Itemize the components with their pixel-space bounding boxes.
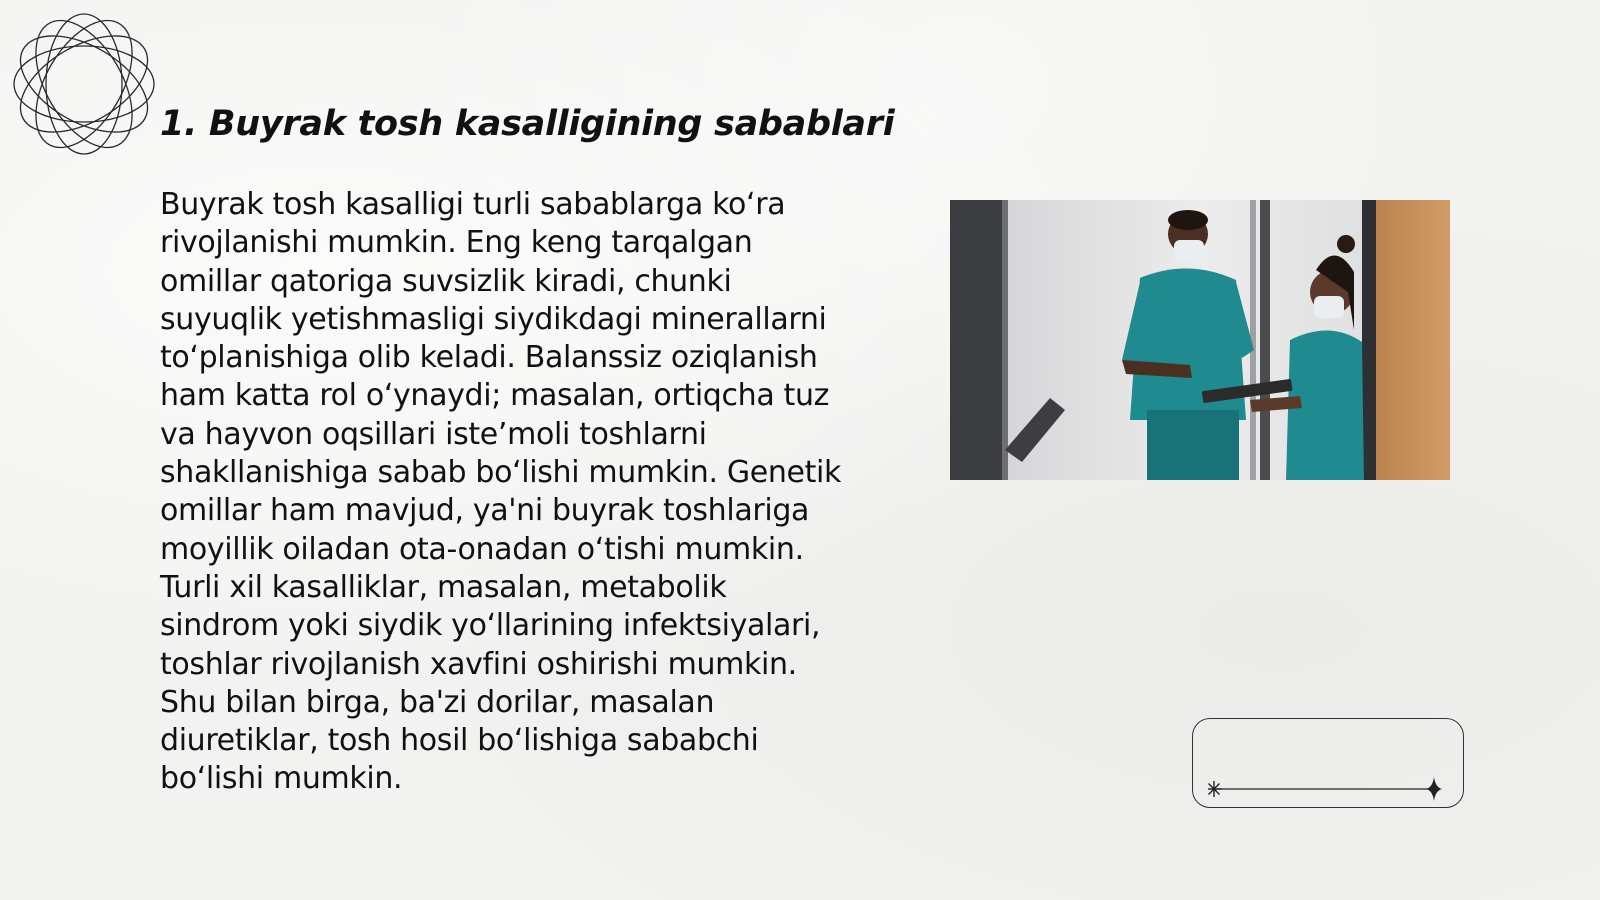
sparkle-line-decoration xyxy=(1208,776,1442,802)
slide-body-text: Buyrak tosh kasalligi turli sabablarga ko‘ra rivojlanishi mumkin. Eng keng tarqalgan omillar qatoriga suvsizlik kiradi, chunki suyuqlik yetishmasligi siydikdagi minerallarni to‘planishiga olib keladi. Balanssiz oziqlanish ham katta rol o‘ynaydi; masalan, ortiqcha tuz va hayvon oqsillari iste’moli toshlarni shakllanishiga sabab bo‘lishi mumkin. Genetik omillar ham mavjud, ya'ni buyrak toshlariga moyillik oiladan ota-onadan o‘tishi mumkin. Turli xil kasalliklar, masalan, metabolik sindrom yoki siydik yo‘llarining infektsiyalari, toshlar rivojlanish xavfini oshirishi mumkin. Shu bilan birga, ba'zi dorilar, masalan diuretiklar, tosh hosil bo‘lishiga sababchi bo‘lishi mumkin. xyxy=(160,187,842,797)
healthcare-workers-photo xyxy=(950,200,1450,480)
slide-title: 1. Buyrak tosh kasalligining sabablari xyxy=(160,104,895,144)
four-point-star-icon xyxy=(1426,777,1442,801)
interlocking-circles-ornament-icon xyxy=(10,10,158,158)
sparkle-icon xyxy=(1208,781,1222,797)
two-healthcare-workers-illustration xyxy=(950,200,1450,480)
